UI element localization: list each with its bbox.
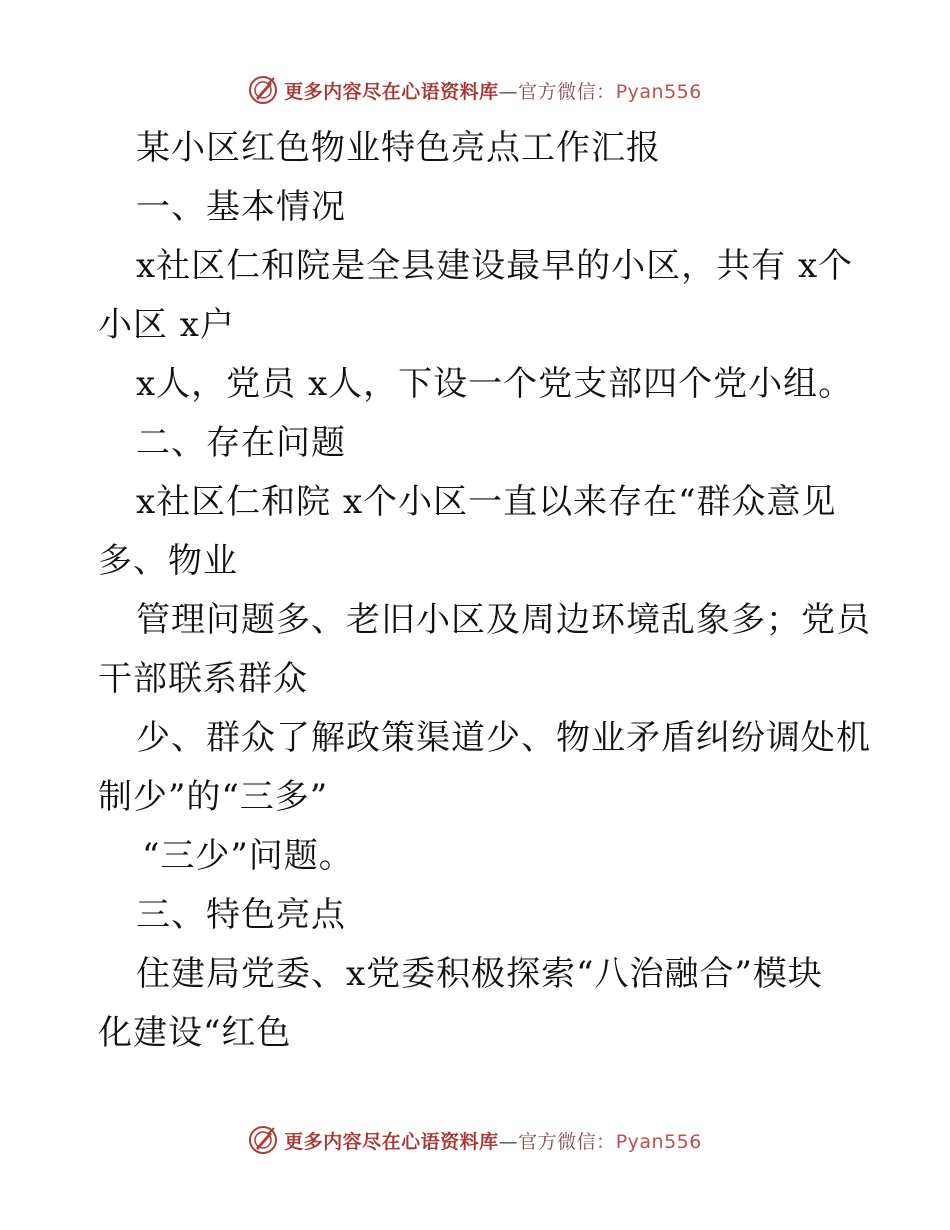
paragraph-line: x人，党员 x人，下设一个党支部四个党小组。	[136, 364, 854, 404]
watermark-site-text: 更多内容尽在心语资料库	[284, 80, 499, 103]
paragraph-line: 管理问题多、老旧小区及周边环境乱象多；党员	[136, 600, 871, 640]
paragraph-line: 干部联系群众	[98, 659, 308, 699]
watermark-text	[284, 1127, 702, 1154]
section-heading-3: 三、特色亮点	[136, 895, 346, 935]
quill-logo-icon	[248, 1125, 278, 1155]
paragraph-line: 小区 x户	[98, 305, 235, 345]
paragraph-line: x社区仁和院是全县建设最早的小区，共有 x个	[136, 246, 854, 286]
watermark-wechat-id: Pyan556	[615, 80, 702, 103]
header-watermark-banner	[0, 70, 950, 110]
paragraph-line: 化建设“红色	[98, 1013, 292, 1053]
paragraph-line: 制少”的“三多”	[98, 777, 329, 817]
watermark-dash: —	[498, 80, 519, 103]
watermark-wechat-id: Pyan556	[615, 1130, 702, 1153]
paragraph-line: “三少”问题。	[142, 836, 354, 876]
quill-logo-icon	[248, 75, 278, 105]
watermark-site-text: 更多内容尽在心语资料库	[284, 1130, 499, 1153]
document-title: 某小区红色物业特色亮点工作汇报	[136, 128, 661, 168]
watermark-dash: —	[498, 1130, 519, 1153]
paragraph-line: 少、群众了解政策渠道少、物业矛盾纠纷调处机	[136, 718, 871, 758]
paragraph-line: 多、物业	[98, 541, 238, 581]
watermark-text	[284, 77, 702, 104]
paragraph-line: 住建局党委、x党委积极探索“八治融合”模块	[136, 954, 823, 994]
watermark-wechat-label: 官方微信：	[518, 1130, 616, 1153]
document-body	[98, 119, 871, 1063]
footer-watermark-banner	[0, 1120, 950, 1160]
paragraph-line: x社区仁和院 x个小区一直以来存在“群众意见	[136, 482, 837, 522]
watermark-wechat-label: 官方微信：	[518, 80, 616, 103]
section-heading-1: 一、基本情况	[136, 187, 346, 227]
section-heading-2: 二、存在问题	[136, 423, 346, 463]
